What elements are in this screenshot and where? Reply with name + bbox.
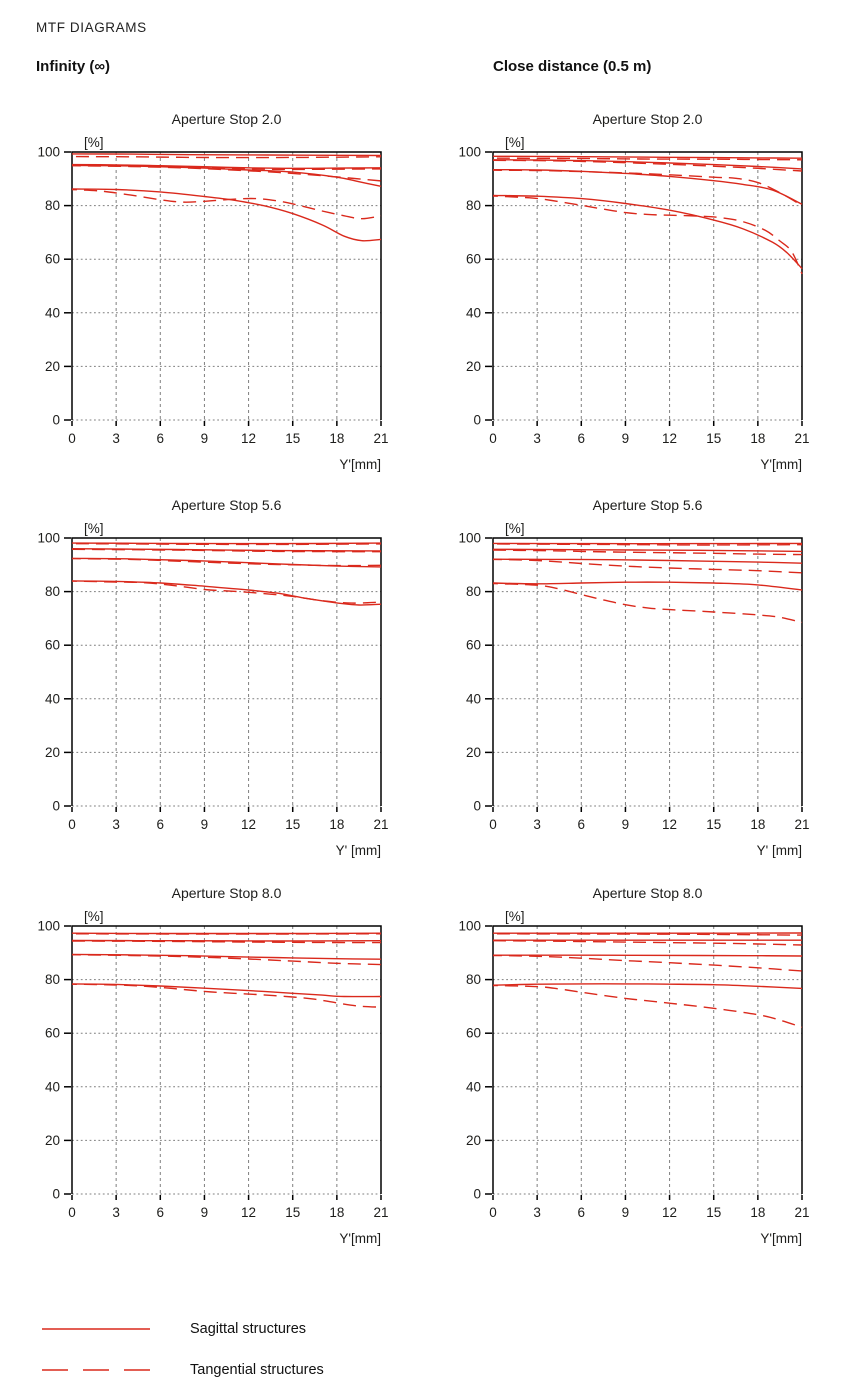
curve-tangential-1	[493, 934, 802, 935]
svg-text:0: 0	[473, 412, 481, 428]
svg-text:6: 6	[577, 817, 586, 832]
chart-close-f5_6	[443, 492, 849, 864]
svg-text:0: 0	[489, 1205, 497, 1220]
svg-text:Y' [mm]: Y' [mm]	[335, 843, 381, 858]
svg-text:9: 9	[621, 817, 630, 832]
svg-text:60: 60	[44, 251, 60, 267]
svg-text:Aperture Stop 2.0: Aperture Stop 2.0	[592, 111, 703, 127]
svg-text:80: 80	[44, 198, 60, 214]
chart-infinity-f5_6	[22, 492, 442, 864]
svg-text:6: 6	[577, 1205, 586, 1220]
column-header-infinity: Infinity (∞)	[36, 58, 111, 75]
svg-text:0: 0	[52, 412, 60, 428]
svg-text:100: 100	[37, 530, 60, 546]
svg-text:Y'[mm]: Y'[mm]	[339, 1231, 381, 1246]
legend-label-sagittal: Sagittal structures	[190, 1320, 307, 1337]
mtf-chart-svg	[22, 880, 442, 1252]
svg-text:Aperture Stop 5.6: Aperture Stop 5.6	[592, 497, 703, 513]
curve-sagittal-3	[493, 170, 802, 205]
svg-text:15: 15	[285, 817, 301, 832]
curve-tangential-4	[72, 190, 381, 219]
svg-text:12: 12	[662, 431, 678, 446]
svg-text:100: 100	[458, 144, 481, 160]
curve-sagittal-4	[493, 984, 802, 989]
svg-text:3: 3	[533, 817, 541, 832]
svg-text:9: 9	[200, 1205, 209, 1220]
svg-text:Aperture Stop 5.6: Aperture Stop 5.6	[171, 497, 282, 513]
curve-tangential-3	[493, 956, 802, 972]
svg-text:6: 6	[577, 431, 586, 446]
svg-text:0: 0	[68, 817, 76, 832]
curve-tangential-1	[72, 157, 381, 158]
svg-text:3: 3	[112, 431, 120, 446]
chart-infinity-f2_0	[22, 106, 442, 478]
svg-text:0: 0	[473, 798, 481, 814]
svg-text:80: 80	[465, 972, 481, 988]
svg-text:Y'[mm]: Y'[mm]	[339, 457, 381, 472]
svg-text:18: 18	[329, 431, 345, 446]
svg-text:9: 9	[621, 431, 630, 446]
curve-sagittal-4	[493, 195, 802, 268]
svg-text:80: 80	[465, 198, 481, 214]
svg-text:15: 15	[285, 1205, 301, 1220]
curve-tangential-4	[493, 196, 802, 274]
svg-text:0: 0	[489, 431, 497, 446]
mtf-chart-svg	[443, 492, 849, 864]
svg-text:12: 12	[241, 431, 257, 446]
svg-text:[%]: [%]	[505, 521, 525, 536]
sagittal-line-icon	[40, 1323, 160, 1335]
svg-text:40: 40	[44, 691, 60, 707]
svg-text:20: 20	[44, 744, 60, 760]
svg-text:40: 40	[465, 1079, 481, 1095]
svg-text:80: 80	[465, 584, 481, 600]
curve-tangential-4	[72, 581, 381, 603]
svg-text:0: 0	[68, 1205, 76, 1220]
svg-text:0: 0	[489, 817, 497, 832]
svg-text:60: 60	[44, 637, 60, 653]
svg-text:0: 0	[68, 431, 76, 446]
svg-text:100: 100	[458, 918, 481, 934]
svg-text:15: 15	[706, 431, 722, 446]
svg-text:40: 40	[44, 1079, 60, 1095]
svg-text:21: 21	[794, 1205, 810, 1220]
svg-text:60: 60	[44, 1025, 60, 1041]
curve-tangential-2	[493, 941, 802, 945]
curve-tangential-3	[493, 170, 802, 205]
tangential-line-icon	[40, 1364, 160, 1376]
svg-text:20: 20	[465, 744, 481, 760]
svg-text:40: 40	[44, 305, 60, 321]
legend-label-tangential: Tangential structures	[190, 1361, 324, 1378]
svg-text:18: 18	[329, 817, 345, 832]
curve-sagittal-4	[72, 189, 381, 241]
svg-text:60: 60	[465, 637, 481, 653]
mtf-chart-svg	[443, 880, 849, 1252]
svg-text:15: 15	[706, 1205, 722, 1220]
svg-text:15: 15	[706, 817, 722, 832]
svg-text:9: 9	[621, 1205, 630, 1220]
curve-tangential-4	[493, 986, 802, 1028]
svg-text:21: 21	[373, 431, 389, 446]
svg-text:80: 80	[44, 584, 60, 600]
svg-text:Aperture Stop 2.0: Aperture Stop 2.0	[171, 111, 282, 127]
svg-text:20: 20	[465, 1132, 481, 1148]
svg-text:20: 20	[465, 358, 481, 374]
svg-text:3: 3	[533, 431, 541, 446]
curve-sagittal-4	[72, 984, 381, 997]
svg-text:Y' [mm]: Y' [mm]	[756, 843, 802, 858]
svg-text:18: 18	[329, 1205, 345, 1220]
mtf-chart-svg	[443, 106, 849, 478]
svg-text:[%]: [%]	[84, 135, 104, 150]
svg-text:6: 6	[156, 817, 165, 832]
svg-text:100: 100	[37, 144, 60, 160]
svg-text:20: 20	[44, 1132, 60, 1148]
svg-text:6: 6	[156, 431, 165, 446]
svg-text:9: 9	[200, 817, 209, 832]
svg-text:21: 21	[373, 817, 389, 832]
svg-text:[%]: [%]	[84, 909, 104, 924]
svg-text:[%]: [%]	[84, 521, 104, 536]
svg-text:0: 0	[473, 1186, 481, 1202]
curve-sagittal-1	[72, 154, 381, 156]
svg-text:Aperture Stop 8.0: Aperture Stop 8.0	[171, 885, 282, 901]
svg-text:Y'[mm]: Y'[mm]	[760, 1231, 802, 1246]
svg-text:100: 100	[37, 918, 60, 934]
svg-text:40: 40	[465, 305, 481, 321]
svg-text:60: 60	[465, 251, 481, 267]
svg-text:40: 40	[465, 691, 481, 707]
legend	[40, 1308, 460, 1390]
svg-text:12: 12	[241, 1205, 257, 1220]
svg-text:12: 12	[241, 817, 257, 832]
svg-text:80: 80	[44, 972, 60, 988]
svg-text:6: 6	[156, 1205, 165, 1220]
svg-text:3: 3	[112, 817, 120, 832]
svg-text:12: 12	[662, 817, 678, 832]
legend-item-sagittal	[40, 1308, 460, 1349]
svg-text:15: 15	[285, 431, 301, 446]
svg-text:[%]: [%]	[505, 909, 525, 924]
svg-text:100: 100	[458, 530, 481, 546]
svg-text:18: 18	[750, 817, 766, 832]
svg-text:21: 21	[794, 817, 810, 832]
svg-text:0: 0	[52, 798, 60, 814]
chart-close-f8_0	[443, 880, 849, 1252]
curve-tangential-4	[493, 584, 802, 623]
svg-text:12: 12	[662, 1205, 678, 1220]
mtf-chart-svg	[22, 492, 442, 864]
legend-item-tangential	[40, 1349, 460, 1390]
mtf-chart-svg	[22, 106, 442, 478]
chart-infinity-f8_0	[22, 880, 442, 1252]
svg-text:[%]: [%]	[505, 135, 525, 150]
svg-text:9: 9	[200, 431, 209, 446]
page-title: MTF DIAGRAMS	[36, 20, 147, 35]
svg-text:Aperture Stop 8.0: Aperture Stop 8.0	[592, 885, 703, 901]
svg-text:60: 60	[465, 1025, 481, 1041]
svg-text:21: 21	[373, 1205, 389, 1220]
svg-text:21: 21	[794, 431, 810, 446]
chart-close-f2_0	[443, 106, 849, 478]
svg-text:20: 20	[44, 358, 60, 374]
svg-text:3: 3	[112, 1205, 120, 1220]
svg-text:3: 3	[533, 1205, 541, 1220]
svg-text:18: 18	[750, 431, 766, 446]
svg-text:0: 0	[52, 1186, 60, 1202]
curve-sagittal-4	[493, 582, 802, 590]
svg-text:18: 18	[750, 1205, 766, 1220]
svg-text:Y'[mm]: Y'[mm]	[760, 457, 802, 472]
column-header-close-distance: Close distance (0.5 m)	[493, 58, 652, 75]
